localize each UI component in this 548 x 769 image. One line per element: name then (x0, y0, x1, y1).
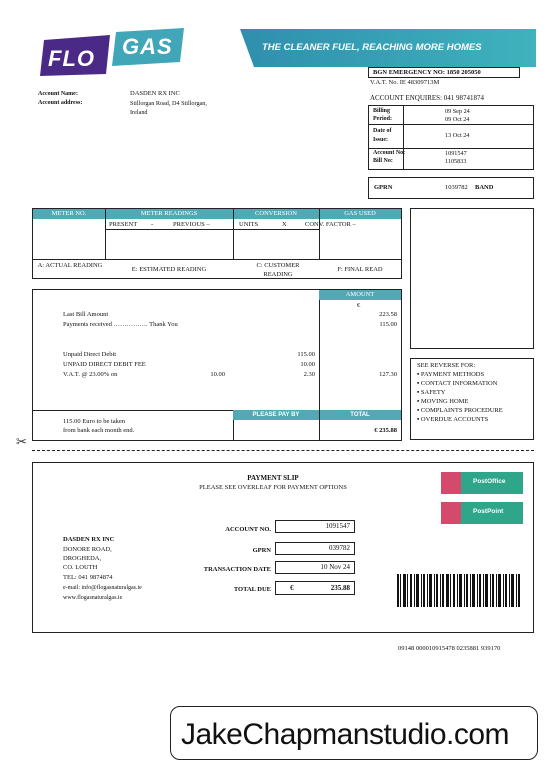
vat-base: 10.00 (210, 371, 225, 378)
account-address-label: Account address: (38, 100, 83, 106)
slip-due-label: TOTAL DUE (233, 586, 271, 593)
total-label: TOTAL (350, 412, 370, 418)
gprn-band: BAND (475, 184, 494, 191)
dd-note-line2: from bank each month end. (63, 427, 135, 434)
period-value: 09 Oct 24 (445, 116, 470, 123)
account-address-line1: Stillorgan Road, D4 Stillorgan, (130, 100, 207, 107)
last-bill-label: Last Bill Amount (63, 311, 109, 318)
account-no-label: Account No: (373, 150, 406, 156)
slip-addr3: CO. LOUTH (63, 564, 98, 571)
reverse-item: ▪ SAFETY (417, 389, 446, 396)
account-enquiries: ACCOUNT ENQUIRES: 041 98741874 (370, 94, 485, 102)
vat-value: 2.30 (303, 371, 315, 378)
payments-label: Payments received ……………. Thank You (63, 321, 178, 328)
emergency-number-box (368, 67, 520, 78)
banner-tagline: THE CLEANER FUEL, REACHING MORE HOMES (262, 42, 482, 53)
slip-due-currency: € (290, 584, 294, 592)
unpaid-dd-label: Unpaid Direct Debit (63, 351, 117, 358)
please-pay-by-label: PLEASE PAY BY (252, 412, 300, 418)
logo-gas-text: GAS (122, 34, 173, 59)
gprn-box (368, 177, 534, 199)
flogas-logo (38, 28, 190, 76)
reverse-title: SEE REVERSE FOR: (417, 362, 476, 369)
bill-no-value: 1105833 (445, 158, 467, 165)
cut-line (32, 450, 534, 451)
scissors-icon: ✂ (16, 434, 27, 449)
barcode (397, 574, 521, 607)
billing-value: 09 Sep 24 (445, 108, 470, 115)
slip-account-label: ACCOUNT NO. (225, 526, 271, 533)
postoffice-badge (441, 472, 523, 494)
postpoint-label: PostPoint (473, 508, 504, 515)
meter-sub-present: PRESENT (109, 221, 138, 228)
meter-header-readings: METER READINGS (140, 210, 198, 217)
dd-note-line1: 115.00 Euro to be taken (63, 418, 126, 425)
unpaid-fee-label: UNPAID DIRECT DEBIT FEE (63, 361, 146, 368)
slip-txn-label: TRANSACTION DATE (203, 566, 271, 573)
watermark-box (170, 706, 538, 760)
postpoint-badge (441, 502, 523, 524)
slip-gprn-value: 039782 (275, 542, 355, 555)
gprn-value: 1039782 (445, 184, 468, 191)
total-value: € 235.88 (374, 427, 397, 434)
unpaid-dd-value: 115.00 (297, 351, 315, 358)
account-address-line2: Ireland (130, 109, 148, 116)
issue-date-value: 13 Oct 24 (445, 132, 470, 139)
billing-label: Billing (373, 108, 391, 114)
gprn-label: GPRN (374, 184, 393, 191)
issue-date-label: Date of Issue: (373, 128, 392, 143)
amount-header: AMOUNT (345, 291, 375, 298)
logo-flo-text: FLO (48, 46, 95, 71)
slip-gprn-label: GPRN (252, 547, 271, 554)
legend-final: F: FINAL READ (337, 266, 383, 273)
bill-no-label: Bill No: (373, 158, 393, 164)
payment-slip (32, 462, 534, 633)
reverse-item: ▪ CONTACT INFORMATION (417, 380, 498, 387)
last-bill-value: 223.58 (379, 311, 397, 318)
reverse-item: ▪ OVERDUE ACCOUNTS (417, 416, 489, 423)
meter-sub-previous: PREVIOUS – (173, 221, 210, 228)
legend-estimated: E: ESTIMATED READING (131, 266, 207, 273)
reverse-item: ▪ COMPLAINTS PROCEDURE (417, 407, 503, 414)
slip-addr1: DONORE ROAD, (63, 546, 112, 553)
header-banner (240, 29, 536, 67)
account-no-value: 1091547 (445, 150, 467, 157)
account-name: DASDEN RX INC (130, 90, 180, 97)
slip-email: e-mail: info@flogasnaturalgas.ie (63, 585, 142, 591)
blank-panel (410, 208, 534, 349)
meter-header-meter-no: METER NO. (51, 210, 87, 217)
meter-header-gas-used: GAS USED (344, 210, 376, 217)
legend-actual: A: ACTUAL READING (37, 262, 103, 269)
reverse-item: ▪ MOVING HOME (417, 398, 469, 405)
vat-label: V.A.T. @ 23.00% on (63, 371, 118, 378)
period-label: Period: (373, 116, 392, 122)
barcode-number: 09148 000010915478 0235881 939170 (398, 645, 501, 652)
meter-sub-conv: CONV. FACTOR – (305, 221, 356, 228)
slip-account-value: 1091547 (275, 520, 355, 533)
legend-customer: C: CUSTOMER READING (256, 262, 300, 278)
meter-sub-units: UNITS (239, 221, 259, 228)
billing-details-box (368, 105, 534, 170)
slip-title: PAYMENT SLIP (247, 474, 299, 482)
postoffice-label: PostOffice (473, 478, 506, 485)
unpaid-fee-value: 10.00 (300, 361, 315, 368)
slip-web: www.flogasnaturalgas.ie (63, 595, 123, 601)
slip-subtitle: PLEASE SEE OVERLEAF FOR PAYMENT OPTIONS (199, 484, 347, 491)
slip-due-value: 235.88 (330, 584, 350, 592)
vat-number: V.A.T. No. IE 48309713M (370, 79, 440, 86)
meter-sub-dash: - (151, 221, 154, 228)
slip-addr2: DROGHEDA, (63, 555, 102, 562)
subtotal-value: 127.30 (379, 371, 397, 378)
see-reverse-box (410, 358, 534, 440)
currency-symbol: € (357, 302, 361, 309)
meter-header-conversion: CONVERSION (255, 210, 297, 217)
meter-sub-x: X (282, 221, 287, 228)
watermark-text: JakeChapmanstudio.com (181, 718, 510, 751)
slip-txn-value: 10 Nov 24 (275, 561, 355, 574)
slip-company: DASDEN RX INC (63, 536, 115, 543)
payments-value: 115.00 (379, 321, 397, 328)
reverse-item: ▪ PAYMENT METHODS (417, 371, 485, 378)
emergency-number: BGN EMERGENCY NO: 1850 205050 (373, 69, 481, 76)
meter-readings-table (32, 208, 402, 279)
charges-box (32, 289, 402, 441)
slip-due-box (275, 581, 355, 595)
slip-tel: TEL: 041 9874874 (63, 574, 113, 581)
account-name-label: Account Name: (38, 91, 78, 97)
